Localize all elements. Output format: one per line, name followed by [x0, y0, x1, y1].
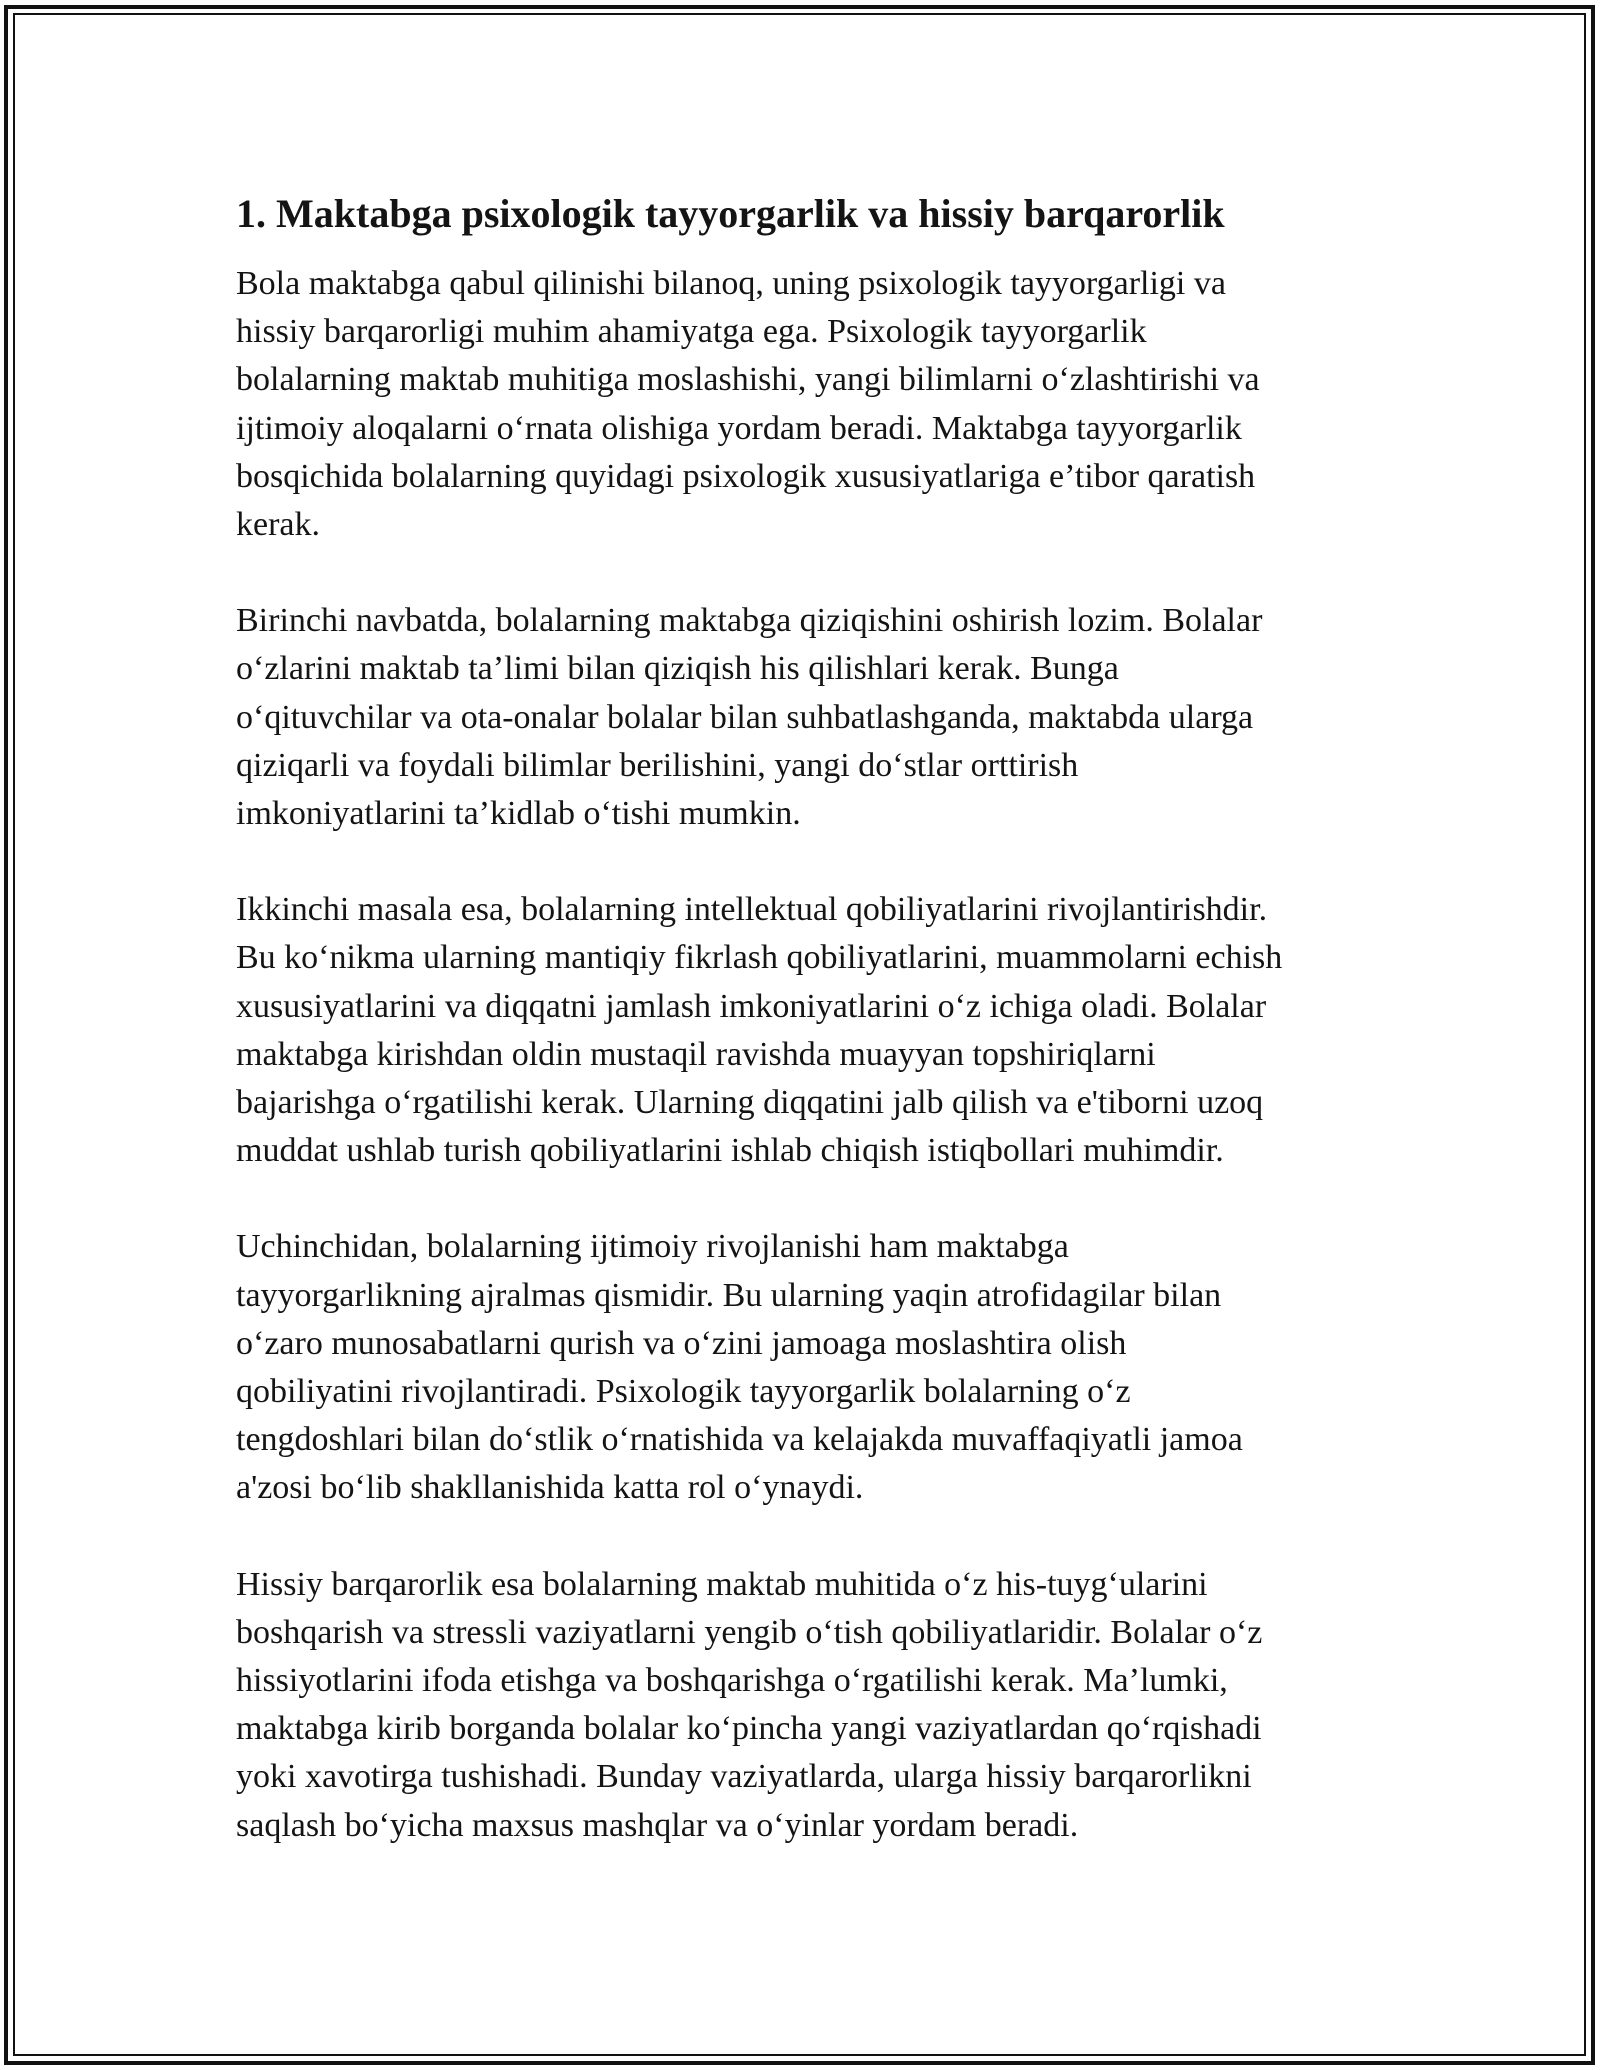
paragraph-line: muddat ushlab turish qobiliyatlarini ishlab chiqish istiqbollari muhimdir. — [236, 1132, 1224, 1170]
paragraph-line: Hissiy barqarorlik esa bolalarning maktab muhitida o‘z his-tuyg‘ularini — [236, 1565, 1208, 1603]
paragraph-line: o‘zaro munosabatlarni qurish va o‘zini jamoaga moslashtira olish — [236, 1324, 1127, 1362]
paragraph-line: Uchinchidan, bolalarning ijtimoiy rivojlanishi ham maktabga — [236, 1228, 1069, 1266]
paragraph-4 — [236, 1223, 1376, 1512]
paragraph-line: bolalarning maktab muhitiga moslashishi, yangi bilimlarni o‘zlashtirishi va — [236, 361, 1260, 399]
paragraph-line: imkoniyatlarini ta’kidlab o‘tishi mumkin. — [236, 795, 801, 833]
paragraph-line: boshqarish va stressli vaziyatlarni yengib o‘tish qobiliyatlaridir. Bolalar o‘z — [236, 1613, 1263, 1651]
paragraph-line: tengdoshlari bilan do‘stlik o‘rnatishida va kelajakda muvaffaqiyatli jamoa — [236, 1421, 1243, 1459]
paragraph-line: ijtimoiy aloqalarni o‘rnata olishiga yordam beradi. Maktabga tayyorgarlik — [236, 409, 1242, 447]
paragraph-line: saqlash bo‘yicha maxsus mashqlar va o‘yinlar yordam beradi. — [236, 1806, 1079, 1844]
paragraph-2 — [236, 597, 1376, 838]
paragraph-line: yoki xavotirga tushishadi. Bunday vaziyatlarda, ularga hissiy barqarorlikni — [236, 1758, 1252, 1796]
paragraph-line: Ikkinchi masala esa, bolalarning intellektual qobiliyatlarini rivojlantirishdir. — [236, 891, 1268, 929]
paragraph-line: Bola maktabga qabul qilinishi bilanoq, uning psixologik tayyorgarligi va — [236, 265, 1226, 302]
paragraph-line: Birinchi navbatda, bolalarning maktabga qiziqishini oshirish lozim. Bolalar — [236, 602, 1263, 640]
paragraph-line: hissiyotlarini ifoda etishga va boshqarishga o‘rgatilishi kerak. Ma’lumki, — [236, 1662, 1228, 1700]
paragraph-line: bajarishga o‘rgatilishi kerak. Ularning diqqatini jalb qilish va e'tiborni uzoq — [236, 1084, 1264, 1122]
paragraph-line: hissiy barqarorligi muhim ahamiyatga ega. Psixologik tayyorgarlik — [236, 313, 1147, 351]
paragraph-line: o‘qituvchilar va ota-onalar bolalar bilan suhbatlashganda, maktabda ularga — [236, 698, 1254, 736]
section-title: 1. Maktabga psixologik tayyorgarlik va hissiy barqarorlik — [236, 191, 1225, 236]
paragraph-line: a'zosi bo‘lib shakllanishida katta rol o‘ynaydi. — [236, 1469, 864, 1507]
paragraph-line: kerak. — [236, 506, 321, 544]
paragraph-1 — [236, 260, 1376, 549]
paragraph-line: qobiliyatini rivojlantiradi. Psixologik tayyorgarlik bolalarning o‘z — [236, 1373, 1131, 1411]
paragraph-line: tayyorgarlikning ajralmas qismidir. Bu ularning yaqin atrofidagilar bilan — [236, 1276, 1222, 1314]
paragraph-line: bosqichida bolalarning quyidagi psixologik xususiyatlariga e’tibor qaratish — [236, 457, 1256, 495]
paragraph-line: xususiyatlarini va diqqatni jamlash imkoniyatlarini o‘z ichiga oladi. Bolalar — [236, 987, 1267, 1025]
paragraph-line: maktabga kirib borganda bolalar ko‘pincha yangi vaziyatlardan qo‘rqishadi — [236, 1710, 1262, 1748]
paragraph-3 — [236, 886, 1376, 1175]
paragraph-5 — [236, 1561, 1376, 1850]
paragraph-line: o‘zlarini maktab ta’limi bilan qiziqish his qilishlari kerak. Bunga — [236, 650, 1119, 688]
paragraph-line: maktabga kirishdan oldin mustaqil ravishda muayyan topshiriqlarni — [236, 1035, 1156, 1073]
document-body — [236, 186, 1376, 1898]
paragraph-line: Bu ko‘nikma ularning mantiqiy fikrlash qobiliyatlarini, muammolarni echish — [236, 939, 1283, 977]
paragraph-line: qiziqarli va foydali bilimlar berilishini, yangi do‘stlar orttirish — [236, 746, 1079, 784]
